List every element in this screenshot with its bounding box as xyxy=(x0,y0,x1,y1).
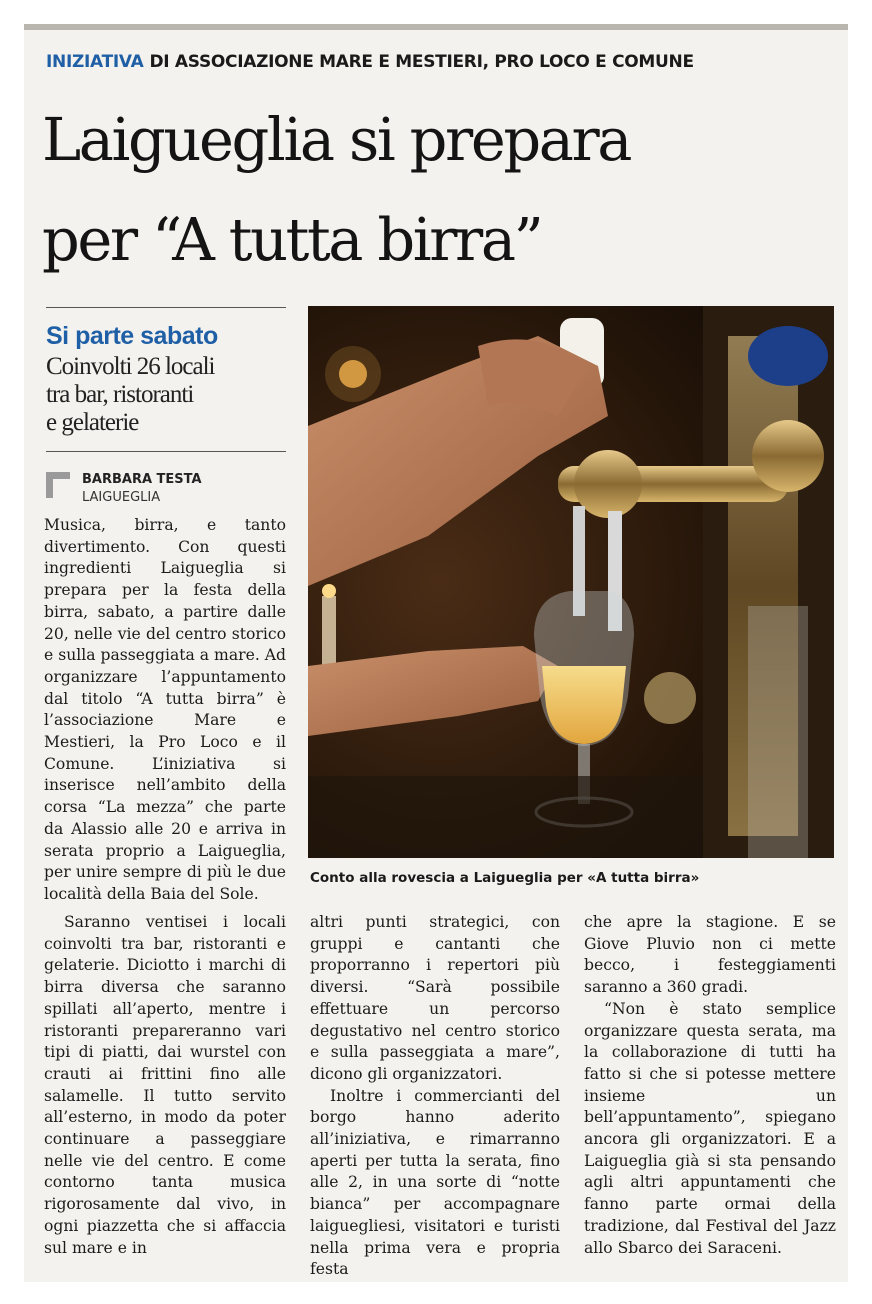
article-paragraph: altri punti strategici, con gruppi e cantanti che proporranno i repertori più diversi. “Sarà possibile effettuare un percorso degustativo nel centro storico e sulla passeggiata a mare”, dicono gli organizzatori. xyxy=(310,913,560,1083)
headline xyxy=(42,90,842,290)
article-column-1-top xyxy=(44,515,286,906)
article-paragraph: Inoltre i commercianti del borgo hanno aderito all’iniziativa, e rimarranno aperti per tutta la serata, fino alle 2, in una sorte di “notte bianca” per accompagnare laiguegliesi, visitatori e turisti nella prima vera e propria festa xyxy=(310,1086,560,1279)
summary-bottom-rule xyxy=(46,451,286,452)
summary-line: e gelaterie xyxy=(46,409,139,436)
article-paragraph: Musica, birra, e tanto divertimento. Con questi ingredienti Laigueglia si prepara per la festa della birra, sabato, a partire dalle 20, nelle vie del centro storico e sulla passeggiata a mare. Ad organizzare l’appuntamento dal titolo “A tutta birra” è l’associazione Mare e Mestieri, la Pro Loco e il Comune. L’iniziativa si inserisce nell’ambito della corsa “La mezza” che parte da Alassio alle 20 e arriva in serata proprio a Laigueglia, per unire sempre di più le due località della Baia del Sole. xyxy=(44,516,286,903)
photo-caption: Conto alla rovescia a Laigueglia per «A tutta birra» xyxy=(310,870,700,886)
summary-top-rule xyxy=(46,307,286,308)
article-paragraph: Saranno ventisei i locali coinvolti tra bar, ristoranti e gelaterie. Diciotto i marchi di birra diversa che saranno spillati all’aperto, mentre i ristoranti prepareranno vari tipi di piatti, dai wurstel con crauti ai frittini fino alle salamelle. Il tutto servito all’esterno, in modo da poter continuare a passeggiare nelle vie del centro. E come contorno tanta musica rigorosamente dal vivo, in ogni piazzetta che si affaccia sul mare e in xyxy=(44,913,286,1257)
article-column-3 xyxy=(584,912,836,1259)
kicker xyxy=(46,52,694,72)
beer-tap-illustration xyxy=(308,306,834,858)
newspaper-page xyxy=(24,24,848,1282)
byline-author: BARBARA TESTA xyxy=(82,472,202,487)
byline-mark-icon xyxy=(46,472,70,498)
headline-line-2: per “A tutta birra” xyxy=(42,205,542,274)
summary-line: Coinvolti 26 locali xyxy=(46,353,215,380)
summary xyxy=(46,353,286,451)
article-paragraph: che apre la stagione. E se Giove Pluvio non ci mette becco, i festeggiamenti saranno a 360 gradi. xyxy=(584,913,836,997)
article-column-1-bottom xyxy=(44,912,286,1259)
byline-place: LAIGUEGLIA xyxy=(82,490,161,505)
article-column-2 xyxy=(310,912,560,1281)
kicker-text: DI ASSOCIAZIONE MARE E MESTIERI, PRO LOCO E COMUNE xyxy=(149,52,694,72)
kicker-label: INIZIATIVA xyxy=(46,52,144,72)
beer-tap-photo xyxy=(308,306,834,858)
headline-line-1: Laigueglia si prepara xyxy=(42,105,631,174)
subhead: Si parte sabato xyxy=(46,322,218,350)
article-paragraph: “Non è stato semplice organizzare questa serata, ma la collaborazione di tutti ha fatto si che si potesse mettere insieme un bell’appuntamento”, spiegano ancora gli organizzatori. E a Laigueglia già si sta pensando agli altri appuntamenti che fanno parte ormai della tradizione, dal Festival del Jazz allo Sbarco dei Saraceni. xyxy=(584,999,836,1257)
summary-line: tra bar, ristoranti xyxy=(46,381,194,408)
summary-box xyxy=(46,307,286,452)
